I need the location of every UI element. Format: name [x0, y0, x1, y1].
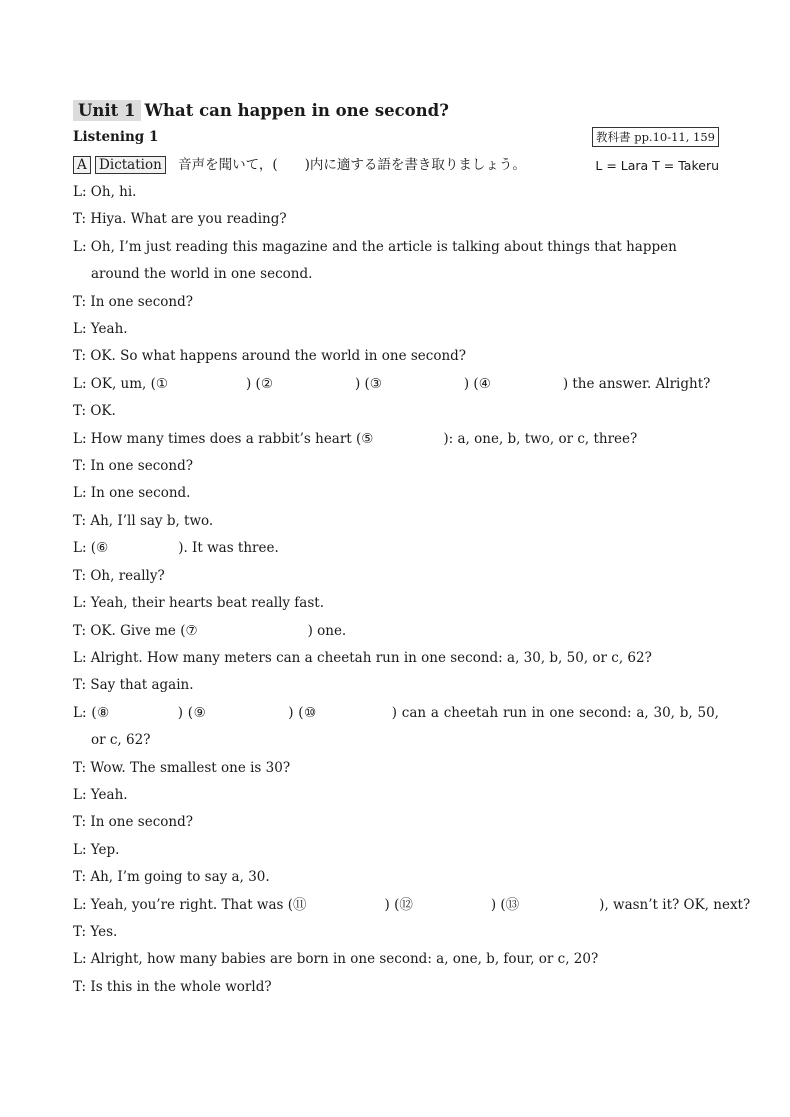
dialogue-line: L: Alright. How many meters can a cheetah run in one second: a, 30, b, 50, or c, 62? [73, 649, 652, 666]
blank-13-label: ) (⑬ [490, 896, 520, 913]
dialogue-line: T: Is this in the whole world? [73, 978, 272, 995]
dialogue-line: L: Yep. [73, 841, 120, 858]
worksheet-page [73, 98, 751, 1001]
dialogue-line: T: OK. [73, 403, 116, 420]
dialogue-line: L: Alright, how many babies are born in one second: a, one, b, four, or c, 20? [73, 951, 599, 968]
dialogue-line [73, 535, 719, 562]
dialogue-line [73, 700, 719, 755]
line-tail: ). It was three. [178, 540, 279, 557]
line-tail: ) can a cheetah run in one second: a, 30, b, 50, or c, 62? [91, 704, 719, 749]
dialogue-line: T: Ah, I’m going to say a, 30. [73, 869, 270, 886]
listening-title: Listening 1 [73, 129, 159, 145]
dialogue-line: T: Hiya. What are you reading? [73, 211, 287, 228]
unit-heading [73, 98, 719, 124]
blank-9-label: ) (⑨ [177, 704, 207, 721]
line-tail: ) the answer. Alright? [562, 375, 711, 392]
dialogue-line: T: In one second? [73, 293, 193, 310]
dialogue-line: T: Wow. The smallest one is 30? [73, 759, 291, 776]
blank-10-label: ) (⑩ [288, 704, 317, 721]
line-tail: ): a, one, b, two, or c, three? [443, 430, 638, 447]
dialogue-transcript [73, 179, 751, 1001]
blank-5-label: L: How many times does a rabbit’s heart (⑤ [73, 430, 374, 447]
blank-1-label: L: OK, um, (① [73, 375, 168, 392]
dialogue-line: T: In one second? [73, 458, 193, 475]
dialogue-line [73, 892, 751, 919]
dialogue-line [73, 371, 719, 398]
textbook-reference: 教科書 pp.10-11, 159 [592, 127, 719, 147]
dialogue-line: T: Ah, I’ll say b, two. [73, 512, 214, 529]
dialogue-line [73, 618, 719, 645]
instructions-row [73, 152, 719, 179]
dialogue-line: T: In one second? [73, 814, 193, 831]
blank-2-label: ) (② [246, 375, 273, 392]
dialogue-line: L: Yeah. [73, 321, 128, 338]
blank-12-label: ) (⑫ [384, 896, 413, 913]
dialogue-line: L: In one second. [73, 485, 191, 502]
dialogue-line: L: Yeah, their hearts beat really fast. [73, 595, 324, 612]
blank-7-label: T: OK. Give me (⑦ [73, 622, 198, 639]
blank-6-label: L: (⑥ [73, 540, 109, 557]
dialogue-line: T: Yes. [73, 923, 118, 940]
dialogue-line: T: OK. So what happens around the world in one second? [73, 348, 467, 365]
dialogue-line: L: Oh, hi. [73, 184, 137, 200]
blank-8-label: L: (⑧ [73, 704, 110, 721]
line-tail: ), wasn’t it? OK, next? [599, 896, 751, 913]
unit-tag: Unit 1 [73, 100, 141, 121]
dialogue-line: T: Say that again. [73, 677, 194, 694]
instruction-text: 音声を聞いて，( )内に適する語を書き取りましょう。 [178, 157, 526, 173]
dialogue-line: L: Oh, I’m just reading this magazine and the article is talking about things that happen around the world in one second. [73, 238, 677, 283]
blank-3-label: ) (③ [354, 375, 382, 392]
dialogue-line [73, 426, 719, 453]
blank-11-label: L: Yeah, you’re right. That was (⑪ [73, 896, 307, 913]
line-tail: ) one. [307, 622, 347, 639]
unit-title: What can happen in one second? [144, 101, 449, 120]
section-name: Dictation [95, 156, 166, 174]
listening-header [73, 125, 719, 152]
blank-4-label: ) (④ [463, 375, 491, 392]
dialogue-line: L: Yeah. [73, 786, 128, 803]
section-letter: A [73, 156, 91, 174]
speaker-legend: L = Lara T = Takeru [595, 158, 719, 173]
dialogue-line: T: Oh, really? [73, 567, 165, 584]
